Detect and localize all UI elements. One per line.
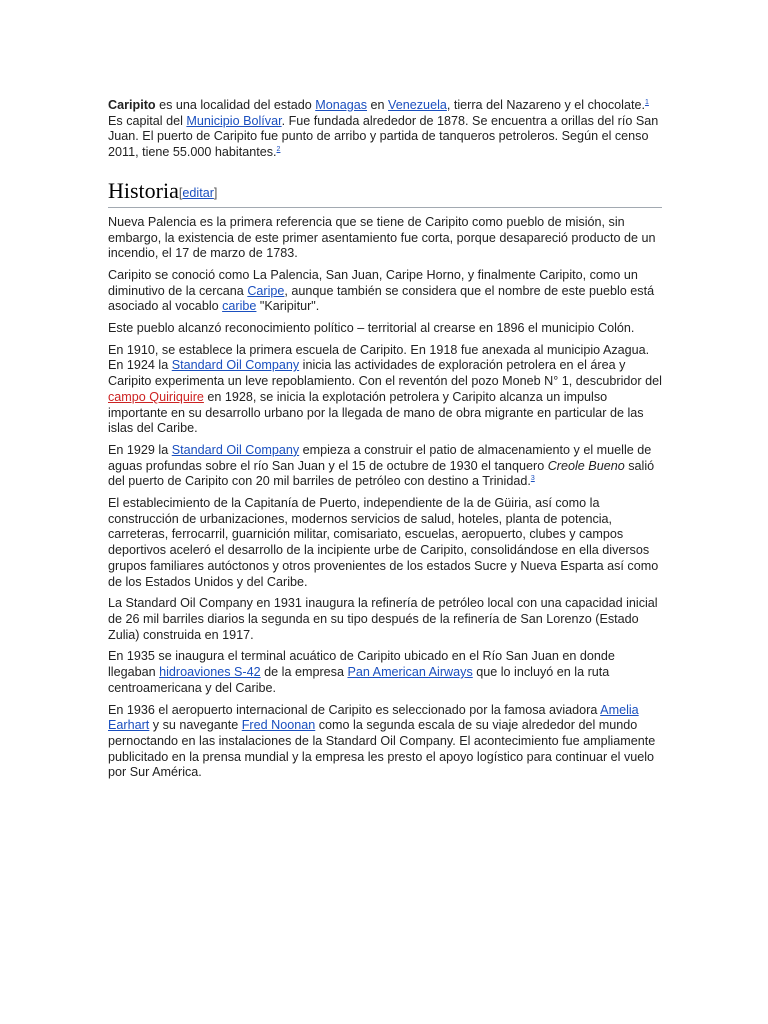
reference-1[interactable] [645,99,649,106]
link-caribe[interactable]: caribe [222,299,257,314]
link-pan-american[interactable]: Pan American Airways [347,665,473,680]
reference-2-link[interactable]: 2 [276,146,281,154]
text-run: En 1935 se inaugura el terminal acuático de Caripito ubicado en el Río San Juan en donde llegaban [108,649,615,680]
link-standard-oil[interactable]: Standard Oil Company [171,442,300,457]
paragraph-1935 [108,649,662,696]
link-standard-oil[interactable]: Standard Oil Company [171,358,300,373]
paragraph-nueva-palencia: Nueva Palencia es la primera referencia que se tiene de Caripito como pueblo de misión, sin embargo, la existencia de este primer asentamiento fue corta, porque desapareció producto de un incendio, el 17 de marzo de 1783. [108,214,656,261]
reference-3[interactable] [531,475,535,482]
text-run: inicia las actividades de exploración petrolera en el área y Caripito experimenta un leve repoblamiento. Con el reventón del pozo Moneb N° 1, descubridor del [108,358,662,389]
text-run: En 1936 el aeropuerto internacional de Caripito es seleccionado por la famosa aviadora [108,702,601,717]
edit-bracket-open: [ [178,185,183,200]
text-run: En 1910, se establece la primera escuela de Caripito. En 1918 fue anexada al municipio Azagua. En 1924 la [108,342,650,373]
section-heading-historia [108,178,662,208]
text-run: Es capital del [108,113,187,128]
link-hidroaviones[interactable]: hidroaviones S-42 [159,665,261,680]
paragraph-1936 [108,703,662,782]
text-run: de la empresa [260,665,348,680]
paragraph-capitania: El establecimiento de la Capitanía de Puerto, independiente de la de Güiria, así como la construcción de urbanizaciones, modernos servicios de salud, hoteles, planta de potencia, carreteras, ferrocarril, guarnición militar, comisariato, escuelas, aeropuerto, clubes y campos deportivos aceleró el desarrollo de la incipiente urbe de Caripito, consolidándose en ella diversos grupos familiares autóctonos y otros provenientes de los estados Sucre y Nueva Esparta así como de los Estados Unidos y del Caribe. [108,496,659,589]
intro-paragraph [108,98,662,161]
text-run: que lo incluyó en la ruta centroamericana y del Caribe. [108,665,610,695]
edit-section-link[interactable]: editar [182,185,214,200]
article-body [108,98,662,787]
link-fred-noonan[interactable]: Fred Noonan [241,718,316,733]
text-run: En 1929 la [108,442,172,457]
paragraph-1910 [108,343,662,437]
paragraph-municipio-colon: Este pueblo alcanzó reconocimiento político – territorial al crearse en 1896 el municipio Colón. [108,321,635,336]
ship-name: Creole Bueno [547,458,625,473]
article-subject: Caripito [108,98,156,112]
paragraph-nombre [108,268,662,315]
reference-3-link[interactable]: 3 [530,475,535,483]
paragraph-refineria: La Standard Oil Company en 1931 inaugura la refinería de petróleo local con una capacidad inicial de 26 mil barriles diarios la segunda en su tipo después de la refinería de San Lorenzo (Estado Zulia) construida en 1917. [108,596,658,642]
edit-bracket-close: ] [213,185,218,200]
link-municipio-bolivar[interactable]: Municipio Bolívar [186,113,282,128]
text-run: salió del puerto de Caripito con 20 mil barriles de petróleo con destino a Trinidad. [108,458,655,489]
paragraph-1929 [108,443,662,490]
link-amelia-earhart[interactable]: Amelia Earhart [108,702,639,733]
text-run: como la segunda escala de su viaje alrededor del mundo pernoctando en las instalaciones de la Standard Oil Company. El acontecimiento fue ampliamente publicitado en la prensa mundial y la empresa les presto el apoyo logístico para continuar el vuelo por Sur América. [108,718,656,780]
edit-section [179,186,218,200]
text-run: . Fue fundada alrededor de 1878. Se encuentra a orillas del río San Juan. El puerto de Caripito fue punto de arribo y partida de tanqueros petroleros. Según el censo 2011, tiene 55.000 habitantes. [108,113,659,160]
text-run: empieza a construir el patio de almacenamiento y el muelle de aguas profundas sobre el río San Juan y el 15 de octubre de 1930 el tanquero [108,442,652,473]
link-campo-quiriquire[interactable]: campo Quiriquire [108,389,204,404]
text-run: en 1928, se inicia la explotación petrolera y Caripito alcanza un impulso importante en su desarrollo urbano por la llegada de mano de obra migrante en particular de las islas del Caribe. [108,389,644,436]
text-run: y su navegante [149,718,242,733]
text-run: es una localidad del estado [155,98,316,112]
reference-2[interactable] [277,146,281,153]
link-venezuela[interactable]: Venezuela [388,98,447,112]
link-monagas[interactable]: Monagas [315,98,368,112]
reference-1-link[interactable]: 1 [644,99,649,106]
text-run: , aunque también se considera que el nombre de este pueblo está asociado al vocablo [108,283,655,314]
text-run: en [367,98,389,112]
text-run: "Karipitur". [256,299,320,314]
text-run: , tierra del Nazareno y el chocolate. [446,98,645,112]
section-title: Historia [108,177,179,203]
text-run: Caripito se conoció como La Palencia, San Juan, Caripe Horno, y finalmente Caripito, como un diminutivo de la cercana [108,267,638,298]
link-caripe[interactable]: Caripe [247,283,285,298]
